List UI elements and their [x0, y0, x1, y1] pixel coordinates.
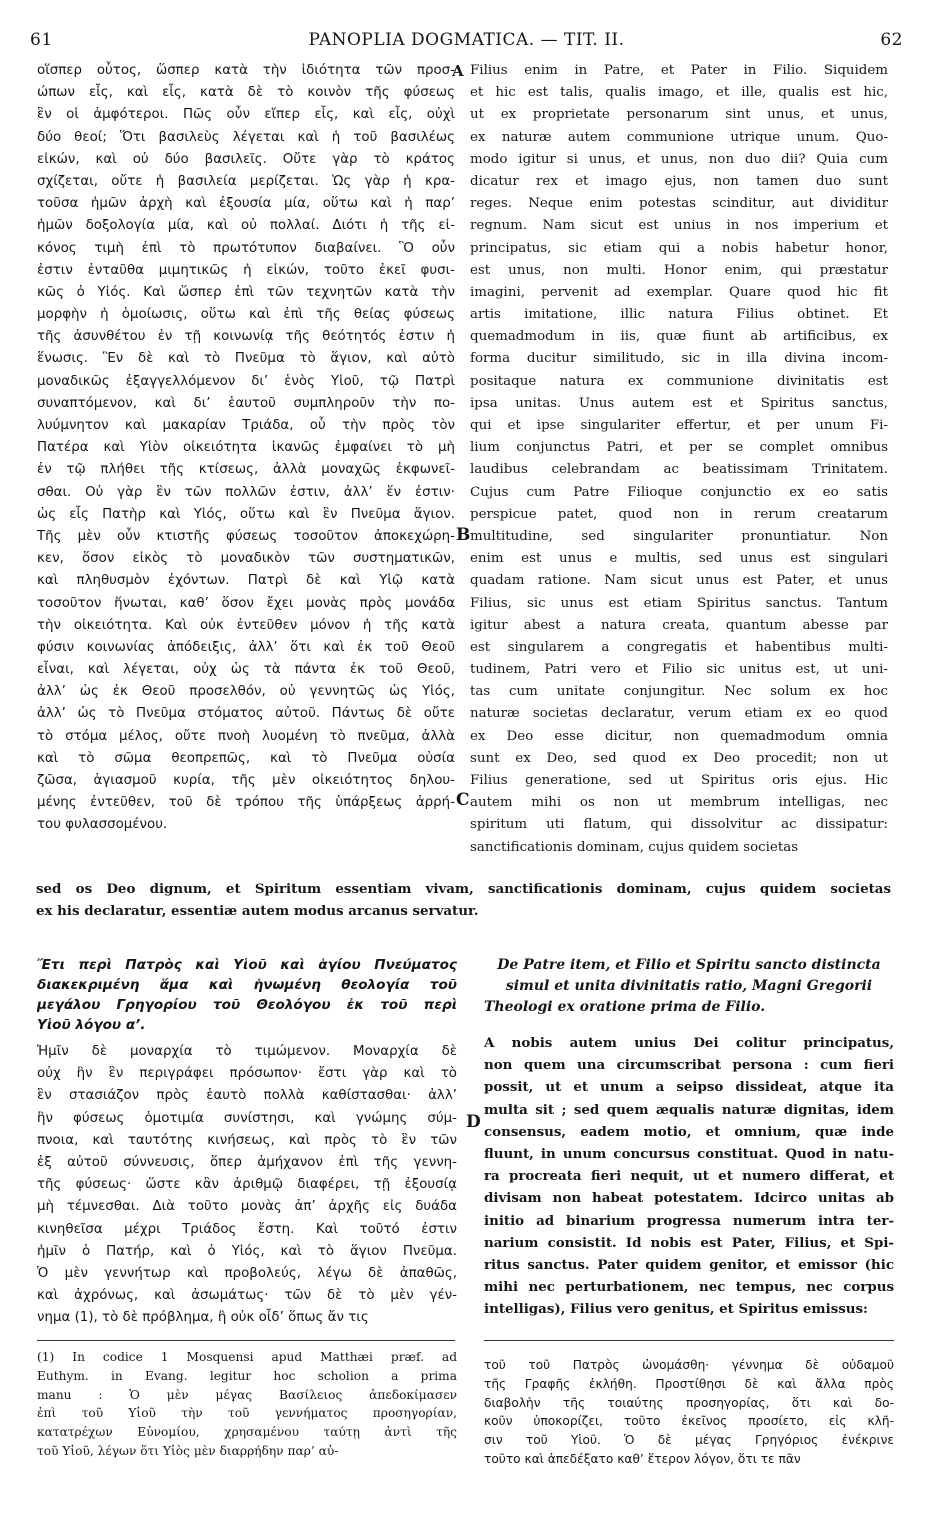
text-line: ἓν οἱ ἀμφότεροι. Πῶς οὖν εἴπερ εἷς, καὶ εἷς, οὐχὶ — [37, 107, 455, 123]
text-line: του φυλασσομένου. — [37, 817, 168, 833]
text-line: sunt ex Deo, sed quod ex Deo procedit; non ut — [470, 750, 888, 766]
text-line: τὸ στόμα μέλος, οὔτε πνοὴ λυομένη τὸ πνεῦμα, ἀλλὰ — [37, 728, 455, 744]
text-line: ra procreata fieri nequit, ut et numero differat, et — [484, 1168, 894, 1185]
text-line: divisam non habeat potestatem. Idcirco unitas ab — [484, 1190, 894, 1207]
text-line: tudinem, Patri vero et Filio sic unitus est, ut uni- — [470, 662, 888, 678]
text-line: μορφὴν ἡ ὁμοίωσις, οὕτω καὶ ἐπὶ τῆς θείας φύσεως — [37, 307, 455, 323]
text-line: ώπων εἷς, καὶ εἷς, κατὰ δὲ τὸ κοινὸν τῆς φύσεως — [37, 85, 455, 101]
footnote-left — [37, 1348, 457, 1461]
text-line: κόνος τιμὴ ἐπὶ τὸ πρωτότυπον διαβαίνει. Ὃ οὖν — [37, 240, 455, 256]
text-line: dicatur rex et imago ejus, non tamen duo sunt — [470, 173, 888, 189]
text-line: ἐξ αὐτοῦ σύννευσις, ὅπερ ἀμήχανον ἐπὶ τῆς γεννη- — [37, 1154, 457, 1170]
text-line: τοῦ τοῦ Πατρὸς ὠνομάσθη· γέννημα δὲ οὐδαμοῦ — [484, 1358, 894, 1372]
text-line: multa sit ; sed quem æqualis naturæ dignitas, idem — [484, 1101, 894, 1118]
text-line: λυύμνητον καὶ μακαρίαν Τριάδα, οὗ τὴν πρὸς τὸν — [37, 418, 455, 433]
text-line: principatus, sic etiam qui a nobis habetur honor, — [470, 240, 888, 256]
text-line: τοῦσα ἡμῶν ἀρχὴ καὶ ἐξουσία μία, οὕτω καὶ ἡ παρ’ — [37, 196, 455, 212]
text-line: νημα (1), τὸ δὲ πρόβλημα, ἢ οὐκ οἶδ’ ὅπως ἄν τις — [37, 1310, 369, 1326]
running-title: PANOPLIA DOGMATICA. — TIT. II. — [308, 30, 625, 50]
text-line: τοῦτο καὶ ἀπεδέξατο καθ’ ἕτερον λόγον, ὅτι τε πᾶν — [484, 1451, 801, 1466]
text-line: τοῦ Υἱοῦ, λέγων ὅτι Υἱὸς μὲν διαρρήδην παρ’ αὐ- — [37, 1443, 339, 1458]
text-line: qui et ipse singulariter effertur, et per unum Fi- — [470, 418, 888, 433]
text-line: ἕνωσις. Ἓν δὲ καὶ τὸ Πνεῦμα τὸ ἅγιον, καὶ αὐτὸ — [37, 351, 455, 367]
text-line: regnum. Nam sicut est unius in nos imperium et — [470, 218, 888, 234]
text-line: κινηθεῖσα μέχρι Τριάδος ἔστη. Καὶ τοῦτό ἐστιν — [37, 1221, 457, 1237]
text-line: imagini, pervenit ad exemplar. Quare quod hic fit — [470, 284, 888, 300]
text-line: positaque natura ex communione divinitatis est — [470, 373, 888, 389]
text-line: μοναδικῶς ἐξαγγελλόμενον δι’ ἑνὸς Υἱοῦ, τῷ Πατρὶ — [37, 373, 455, 389]
text-line: οὐχ ἣν ἓν περιγράφει πρόσωπον· ἔστι γὰρ καὶ τὸ — [37, 1066, 457, 1082]
text-line: φύσιν κοινωνίας ἀπόδειξις, ἀλλ’ ὅτι καὶ ἐκ τοῦ Θεοῦ — [37, 639, 455, 655]
text-line: tas cum unitate conjungitur. Nec solum ex hoc — [470, 684, 888, 700]
text-line: mihi nec perturbationem, nec tempus, nec corpus — [484, 1279, 894, 1296]
text-line: εἶναι, καὶ λέγεται, οὐχ ὡς τὰ πάντα ἐκ τοῦ Θεοῦ, — [37, 662, 455, 678]
text-line: modo igitur si unus, et unus, non duo dii? Quia cum — [470, 151, 888, 167]
text-line: καὶ πληθυσμὸν ἐχόντων. Πατρὶ δὲ καὶ Υἱῷ κατὰ — [37, 573, 455, 589]
text-line: intelligas), Filius vero genitus, et Spiritus emissus: — [484, 1301, 868, 1318]
text-line: τῆς ἀσυνθέτου ἐν τῇ κοινωνίᾳ τῆς θεότητός ἐστιν ἡ — [37, 329, 455, 345]
text-line: Ὁ μὲν γεννήτωρ καὶ προβολεύς, λέγω δὲ ἀπαθῶς, — [37, 1265, 457, 1281]
text-line: possit, ut et unum a seipso dissideat, atque ita — [484, 1079, 894, 1096]
text-line: ἣν φύσεως ὁμοτιμία συνίστησι, καὶ γνώμης σύμ- — [37, 1110, 457, 1126]
text-line: ἓν στασιάζον πρὸς ἑαυτὸ πολλὰ καθίστασθαι· ἀλλ’ — [37, 1088, 457, 1104]
text-line: κατατρέχων Εὐνομίου, χρησαμένου ταύτῃ ἀντὶ τῆς — [37, 1425, 457, 1440]
text-line: sed os Deo dignum, et Spiritum essentiam vivam, sanctificationis dominam, cujus quidem societas — [36, 881, 891, 897]
text-line: τῆς φύσεως· ὥστε κἂν ἀριθμῷ διαφέρει, τῇ ἐξουσίᾳ — [37, 1177, 457, 1193]
text-line: Filius, sic unus est etiam Spiritus sanctus. Tantum — [470, 595, 888, 611]
text-line: πνοια, καὶ ταυτότης κινήσεως, καὶ πρὸς τὸ ἓν τῶν — [37, 1132, 457, 1148]
text-line: τὴν οἰκειότητα. Καὶ οὐκ ἐντεῦθεν μόνον ἡ τῆς κατὰ — [37, 617, 455, 633]
text-line: μεγάλου Γρηγορίου τοῦ Θεολόγου ἐκ τοῦ περὶ — [37, 997, 457, 1013]
text-line: De Patre item, et Filio et Spiritu sancto distincta — [497, 957, 881, 973]
text-line: Ἡμῖν δὲ μοναρχία τὸ τιμώμενον. Μοναρχία δὲ — [37, 1044, 457, 1059]
greek-column-bottom — [37, 955, 457, 1329]
page-number-left: 61 — [30, 30, 53, 50]
text-line: σιν τοῦ Υἱοῦ. Ὁ δὲ μέγας Γρηγόριος ἐνέκρινε — [484, 1433, 894, 1448]
latin-body-bottom — [484, 1032, 894, 1320]
text-line: οἵσπερ οὗτος, ὥσπερ κατὰ τὴν ἰδιότητα τῶν προσ- — [37, 63, 455, 78]
text-line: Πατέρα καὶ Υἱὸν οἰκειότητα ἱκανῶς ἐμφαίνει τὸ μὴ — [37, 440, 455, 456]
text-line: καὶ ἀχρόνως, καὶ ἀσωμάτως· τῶν δὲ τὸ μὲν γέν- — [37, 1288, 457, 1304]
text-line: quadam ratione. Nam sicut unus est Pater, et unus — [470, 573, 888, 589]
text-line: lium conjunctus Patri, et per se complet omnibus — [470, 440, 888, 456]
text-line: Υἱοῦ λόγου α’. — [37, 1017, 146, 1033]
text-line: A nobis autem unius Dei colitur principatus, — [484, 1035, 894, 1051]
text-line: multitudine, sed singulariter pronuntiatur. Non — [470, 528, 888, 544]
text-line: Τῆς μὲν οὖν κτιστῆς φύσεως τοσοῦτον ἀποκεχώρη- — [37, 528, 455, 544]
greek-column-top — [37, 60, 455, 837]
margin-marker-d: D — [466, 1112, 481, 1132]
text-line: simul et unita divinitatis ratio, Magni Gregorii — [505, 978, 873, 994]
text-line: Ἔτι περὶ Πατρὸς καὶ Υἱοῦ καὶ ἁγίου Πνεύματος — [37, 957, 457, 973]
text-line: igitur abest a natura creata, quantum abesse par — [470, 617, 888, 633]
text-line: τοσοῦτον ἥνωται, καθ’ ὅσον ἔχει μονὰς πρὸς μονάδα — [37, 595, 455, 611]
text-line: ζῶσα, ἁγιασμοῦ κυρία, τῆς μὲν οἰκειότητος δηλου- — [37, 773, 455, 788]
text-line: reges. Neque enim potestas scinditur, aut dividitur — [470, 196, 888, 212]
text-line: (1) In codice 1 Mosquensi apud Matthæi præf. ad — [37, 1350, 457, 1364]
text-line: εἰκών, καὶ οὐ δύο βασιλεῖς. Οὔτε γὰρ τὸ κράτος — [37, 151, 455, 167]
text-line: et hic est talis, qualis imago, et ille, qualis est hic, — [470, 85, 888, 101]
latin-column-bottom — [484, 955, 894, 1320]
text-line: spiritum uti flatum, qui dissolvitur ac dissipatur: — [470, 817, 888, 833]
text-line: laudibus celebrandam ac beatissimam Trinitatem. — [470, 462, 888, 478]
text-line: enim est unus e multis, sed unus est singulari — [470, 551, 888, 567]
text-line: consensus, eadem motio, et omnium, quæ inde — [484, 1123, 894, 1140]
text-line: Theologi ex oratione prima de Filio. — [484, 999, 766, 1015]
text-line: Filius enim in Patre, et Pater in Filio. Siquidem — [470, 63, 888, 78]
margin-marker-a: A — [452, 62, 464, 80]
text-line: μὴ τέμνεσθαι. Διὰ τοῦτο μονὰς ἀπ’ ἀρχῆς εἰς δυάδα — [37, 1199, 457, 1215]
page-number-right: 62 — [880, 30, 903, 50]
text-line: ex his declaratur, essentiæ autem modus arcanus servatur. — [36, 903, 479, 920]
text-line: artis imitatione, illic natura Filius obtinet. Et — [470, 307, 888, 323]
text-line: naturæ societas declaratur, verum etiam ex eo quod — [470, 706, 888, 722]
text-line: est unus, non multi. Honor enim, qui præstatur — [470, 262, 888, 278]
footnote-right — [484, 1356, 894, 1469]
text-line: forma ducitur similitudo, sic in illa divina incom- — [470, 351, 888, 367]
text-line: autem mihi os non ut membrum intelligas, nec — [470, 795, 888, 811]
greek-section-heading — [37, 955, 457, 1035]
text-line: ἐπὶ τοῦ Υἱοῦ τὴν τοῦ γεννήματος προσηγορίαν, — [37, 1406, 457, 1421]
text-line: manu : Ὁ μὲν μέγας Βασίλειος ἀπεδοκίμασεν — [37, 1387, 457, 1402]
text-line: non quem una circumscribat persona : cum fieri — [484, 1057, 894, 1074]
text-line: Filius generatione, sed ut Spiritus oris ejus. Hic — [470, 773, 888, 788]
text-line: ἡμῖν ὁ Πατήρ, καὶ ὁ Υἱός, καὶ τὸ ἅγιον Πνεῦμα. — [37, 1243, 457, 1259]
margin-marker-c: C — [456, 790, 470, 810]
margin-marker-b: B — [456, 525, 471, 545]
text-line: Cujus cum Patre Filioque conjunctio ex eo satis — [470, 484, 888, 500]
text-line: κοῦν ὑποκορίζει, τοῦτο ἐκεῖνος προσίετο, εἰς κλῆ- — [484, 1414, 894, 1429]
text-line: ἀλλ’ ὡς τὸ Πνεῦμα στόματος αὐτοῦ. Πάντως δὲ οὔτε — [37, 706, 455, 722]
text-line: ut ex proprietate personarum sint unus, et unus, — [470, 107, 888, 123]
text-line: συναπτόμενον, καὶ δι’ ἑαυτοῦ συμπληροῦν τὴν πο- — [37, 395, 455, 411]
text-line: ἐν τῷ πλήθει τῆς κτίσεως, ἀλλὰ μοναχῶς ἐκφωνεῖ- — [37, 462, 455, 478]
latin-section-heading — [484, 955, 894, 1018]
text-line: σχίζεται, οὔτε ἡ βασιλεία μερίζεται. Ὡς γὰρ ἡ κρα- — [37, 173, 455, 189]
text-line: ex Deo esse dicitur, non quemadmodum omnia — [470, 728, 888, 744]
text-line: κῶς ὁ Υἱός. Καὶ ὥσπερ ἐπὶ τῶν τεχνητῶν κατὰ τὴν — [37, 284, 455, 300]
text-line: initio ad binarium progressa numerum intra ter- — [484, 1212, 894, 1229]
text-line: narium consistit. Id nobis est Pater, Filius, et Spi- — [484, 1234, 894, 1251]
footnote-rule-right — [484, 1340, 894, 1341]
text-line: μένης ἐντεῦθεν, τοῦ δὲ τρόπου τῆς ὑπάρξεως ἀρρή- — [37, 795, 455, 811]
text-line: καὶ τὸ σῶμα θεοπρεπῶς, καὶ τὸ Πνεῦμα οὐσία — [37, 750, 455, 766]
text-line: ex naturæ autem communione utrique unum. Quo- — [470, 129, 888, 145]
text-line: τῆς Γραφῆς ἐκλήθη. Προστίθησι δὲ καὶ ἄλλα πρὸς — [484, 1376, 894, 1391]
text-line: σθαι. Οὐ γὰρ ἓν τῶν πολλῶν ἐστιν, ἀλλ’ ἕν ἐστιν· — [37, 484, 455, 500]
text-line: ὡς εἷς Πατὴρ καὶ Υἱός, οὕτω καὶ ἓν Πνεῦμα ἅγιον. — [37, 506, 455, 522]
text-line: fluunt, in unum concursus constituat. Quod in natu- — [484, 1145, 894, 1162]
latin-column-top — [470, 60, 888, 859]
text-line: ἡμῶν δοξολογία μία, καὶ οὐ πολλαί. Διότι ἡ τῆς εἰ- — [37, 218, 455, 234]
text-line: ipsa unitas. Unus autem est et Spiritus sanctus, — [470, 395, 888, 411]
text-line: est singularem a congregatis et habentibus multi- — [470, 639, 888, 655]
continuation-lines — [36, 878, 891, 922]
text-line: perspicue patet, quod non in rerum creatarum — [470, 506, 888, 522]
footnote-rule-left — [37, 1340, 455, 1341]
running-header — [30, 30, 903, 56]
greek-body-bottom — [37, 1041, 457, 1329]
text-line: ritus sanctus. Pater quidem genitor, et emissor (hic — [484, 1256, 894, 1273]
text-line: quemadmodum in iis, quæ fiunt ab artificibus, ex — [470, 329, 888, 345]
text-line: ἐστιν ἐνταῦθα μιμητικῶς ἡ εἰκών, τοῦτο ἐκεῖ φυσι- — [37, 262, 455, 278]
text-line: Euthym. in Evang. legitur hoc scholion a prima — [37, 1368, 457, 1383]
text-line: κεν, ὅσον εἰκὸς τὸ μοναδικὸν τῶν συστηματικῶν, — [37, 551, 455, 567]
text-line: ἀλλ’ ὡς ἐκ Θεοῦ προσελθόν, οὐ γεννητῶς ὡς Υἱός, — [37, 684, 455, 700]
text-line: δύο θεοί; Ὅτι βασιλεὺς λέγεται καὶ ἡ τοῦ βασιλέως — [37, 129, 455, 145]
text-line: διαβολὴν τῆς τοιαύτης προσηγορίας, ὅτι καὶ δο- — [484, 1395, 894, 1410]
text-line: διακεκριμένη ἅμα καὶ ἡνωμένη θεολογία τοῦ — [37, 977, 457, 993]
text-line: sanctificationis dominam, cujus quidem societas — [470, 839, 799, 855]
